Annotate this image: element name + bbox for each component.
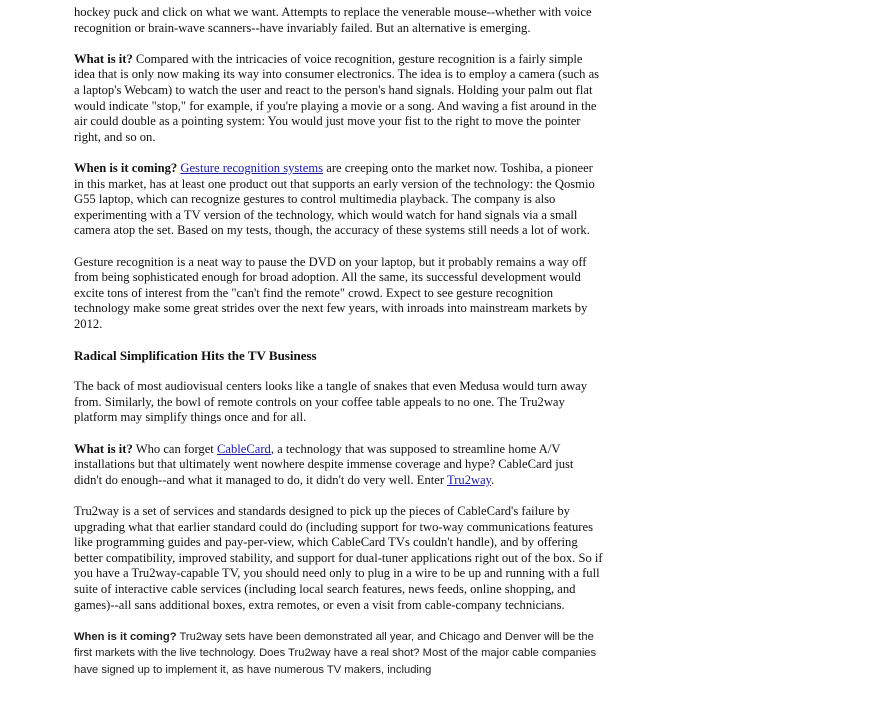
gesture-when-paragraph xyxy=(74,161,604,239)
tv-what-text-middle: , a technology that was supposed to streamline home A/V installations but that ultimately went nowhere despite immense coverage and hype? CableCard just didn't do enough--and what it managed to do, it didn't do very well. Enter xyxy=(74,441,574,487)
intro-tail-text: hockey puck and click on what we want. Attempts to replace the venerable mouse--whether with voice recognition or brain-wave scanners--have invariably failed. But an alternative is emerging. xyxy=(74,5,592,35)
cablecard-link[interactable]: CableCard xyxy=(216,441,271,456)
gesture-what-text: Compared with the intricacies of voice recognition, gesture recognition is a fairly simple idea that is only now making its way into consumer electronics. The idea is to employ a camera (such as a laptop's Webcam) to watch the user and react to the person's hand signals. Holding your palm out flat would indicate "stop," for example, if you're playing a movie or a song. And waving a fist around in the air could double as a pointing system: You would just move your fist to the right to move the pointer right, and so on. xyxy=(74,51,600,144)
gesture-when-lead: When is it coming? xyxy=(74,160,178,175)
tv-intro-paragraph xyxy=(74,379,604,426)
tv-what-lead: What is it? xyxy=(74,441,133,456)
gesture-recognition-link[interactable]: Gesture recognition systems xyxy=(180,160,324,175)
tv-detail-text: Tru2way is a set of services and standards designed to pick up the pieces of CableCard's failure by upgrading what that earlier standard could do (including support for two-way communications features like programming guides and pay-per-view, which CableCard TVs couldn't handle), and by offering better compatibility, improved stability, and support for dual-tuner applications right out of the box. So if you have a Tru2way-capable TV, you should need only to plug in a wire to be up and running with a full suite of interactive cable services (including local search features, news feeds, online shopping, and games)--all sans additional boxes, extra remotes, or even a visit from cable-company technicians. xyxy=(74,504,603,612)
gesture-summary-text: Gesture recognition is a neat way to pause the DVD on your laptop, but it probably remains a way off from being sophisticated enough for broad adoption. All the same, its successful development would excite tons of interest from the "can't find the remote" crowd. Expect to see gesture recognition technology make some great strides over the next few years, with inroads into mainstream markets by 2012. xyxy=(74,254,588,331)
article-body xyxy=(74,5,604,694)
intro-tail-paragraph xyxy=(74,5,604,36)
tv-when-lead: When is it coming? xyxy=(74,630,177,643)
tru2way-link[interactable]: Tru2way xyxy=(446,472,492,487)
tv-when-text: Tru2way sets have been demonstrated all year, and Chicago and Denver will be the first markets with the live technology. Does Tru2way have a real shot? Most of the major cable companies have signed up to implement it, as have numerous TV makers, including xyxy=(74,630,597,676)
section-heading: Radical Simplification Hits the TV Business xyxy=(74,348,317,364)
tv-what-paragraph xyxy=(74,442,604,489)
tv-intro-text: The back of most audiovisual centers looks like a tangle of snakes that even Medusa would turn away from. Similarly, the bowl of remote controls on your coffee table appeals to no one. The Tru2way platform may simplify things once and for all. xyxy=(74,379,588,425)
tv-detail-paragraph xyxy=(74,504,604,613)
gesture-when-text: are creeping onto the market now. Toshiba, a pioneer in this market, has at least one product out that supports an early version of the technology: the Qosmio G55 laptop, which can recognize gestures to control multimedia playback. The company is also experimenting with a TV version of the technology, which would watch for hand signals via a small camera atop the set. Based on my tests, though, the accuracy of these systems still needs a lot of work. xyxy=(74,160,595,238)
tv-when-paragraph xyxy=(74,629,604,679)
tv-what-text-after: . xyxy=(491,472,495,487)
gesture-summary-paragraph xyxy=(74,255,604,333)
gesture-what-lead: What is it? xyxy=(74,51,133,66)
tv-what-text-before: Who can forget xyxy=(132,441,217,456)
gesture-what-paragraph xyxy=(74,52,604,146)
